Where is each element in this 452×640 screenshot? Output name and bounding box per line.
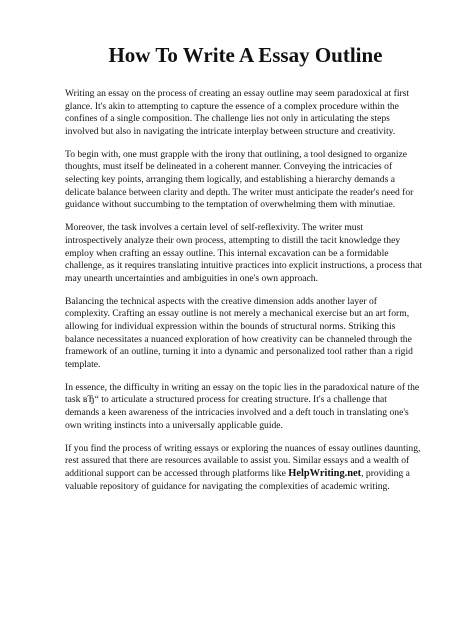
paragraph-3: Moreover, the task involves a certain level of self-reflexivity. The writer must introspectively analyze their own process, attempting to distill the tacit knowledge they employ when crafting an essay outline. This internal excavation can be a formidable challenge, as it requires translating intuitive practices into explicit instructions, a process that may unearth uncertainties and ambiguities in one's own approach.: [65, 222, 422, 284]
paragraph-6: [65, 443, 422, 493]
paragraph-6-text-before: If you find the process of writing essays or exploring the nuances of essay outlines daunting, rest assured that there are resources available to assist you. Similar essays and a wealth of additional support can be accessed through platforms like: [65, 442, 421, 479]
paragraph-2: To begin with, one must grapple with the irony that outlining, a tool designed to organize thoughts, must itself be delineated in a coherent manner. Conveying the intricacies of selecting key points, arranging them logically, and establishing a hierarchy demands a delicate balance between clarity and depth. The writer must anticipate the reader's need for guidance without succumbing to the temptation of overwhelming them with minutiae.: [65, 148, 414, 211]
paragraph-5: In essence, the difficulty in writing an essay on the topic lies in the paradoxical nature of the task вЂ“ to articulate a structured process for creating structure. It's a challenge that demands a keen awareness of the intricacies involved and a deft touch in translating one's own writing instincts into a universally applicable guide.: [65, 381, 420, 431]
paragraph-1: Writing an essay on the process of creating an essay outline may seem paradoxical at first glance. It's akin to attempting to capture the essence of a complex procedure within the confines of a single composition. The challenge lies not only in articulating the steps involved but also in navigating the intricate interplay between structure and creativity.: [65, 88, 410, 137]
paragraph-6-text-after: , providing a valuable repository of guidance for navigating the complexities of academic writing.: [65, 467, 410, 492]
document-title: How To Write A Essay Outline: [108, 43, 383, 67]
paragraph-4: Balancing the technical aspects with the creative dimension adds another layer of complexity. Crafting an essay outline is not merely a mechanical exercise but an art form, allowing for individual expression within the bounds of structural norms. Striking this balance necessitates a nuanced exploration of how creativity can be channeled through the framework of an outline, turning it into a dynamic and personalized tool rather than a rigid template.: [65, 295, 413, 370]
helpwriting-link[interactable]: HelpWriting.net: [288, 467, 362, 479]
